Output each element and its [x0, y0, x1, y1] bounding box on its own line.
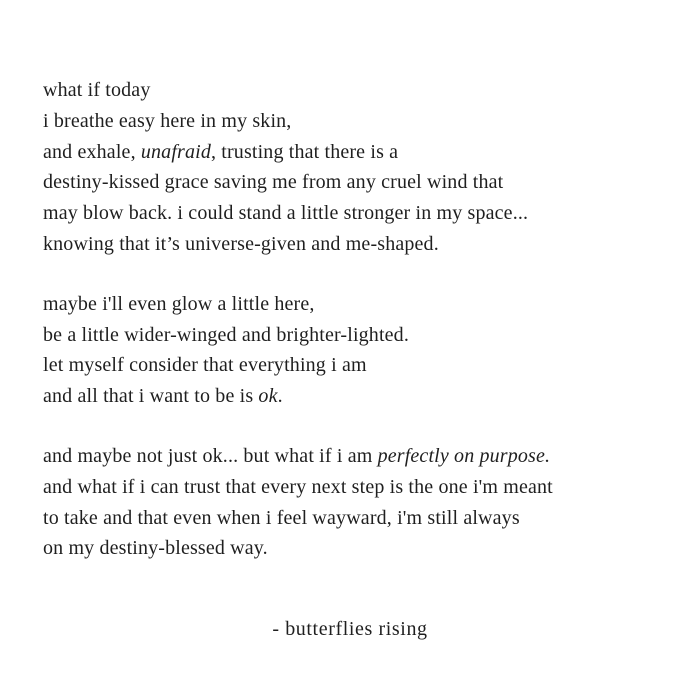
poem-line: and what if i can trust that every next step is the one i'm meant	[43, 475, 553, 498]
poem-line: maybe i'll even glow a little here,	[43, 292, 315, 315]
poem-line: on my destiny-blessed way.	[43, 537, 268, 560]
poem-line: and maybe not just ok... but what if i am perfectly on purpose.	[43, 444, 551, 467]
poem-line: be a little wider-winged and brighter-lighted.	[43, 323, 409, 346]
poem-line: destiny-kissed grace saving me from any cruel wind that	[43, 171, 504, 194]
poem-line: knowing that it’s universe-given and me-shaped.	[43, 232, 439, 255]
stanza-2	[43, 289, 683, 412]
stanza-3	[43, 441, 683, 564]
stanza-1	[43, 75, 683, 260]
poem-line: let myself consider that everything i am	[43, 354, 367, 377]
poem-line: what if today	[43, 79, 151, 101]
poem-line: and exhale, unafraid, trusting that there is a	[43, 140, 399, 163]
italic-emphasis: unafraid	[140, 140, 211, 163]
italic-emphasis: perfectly on purpose.	[377, 444, 551, 467]
poem-line: and all that i want to be is ok.	[43, 385, 283, 408]
author-signature: - butterflies rising	[272, 618, 428, 640]
poem-body	[43, 75, 683, 593]
poem-line: to take and that even when i feel wayward, i'm still always	[43, 506, 520, 529]
italic-emphasis: ok	[258, 385, 278, 408]
poem-line: may blow back. i could stand a little stronger in my space...	[43, 202, 529, 225]
poem-line: i breathe easy here in my skin,	[43, 109, 292, 132]
